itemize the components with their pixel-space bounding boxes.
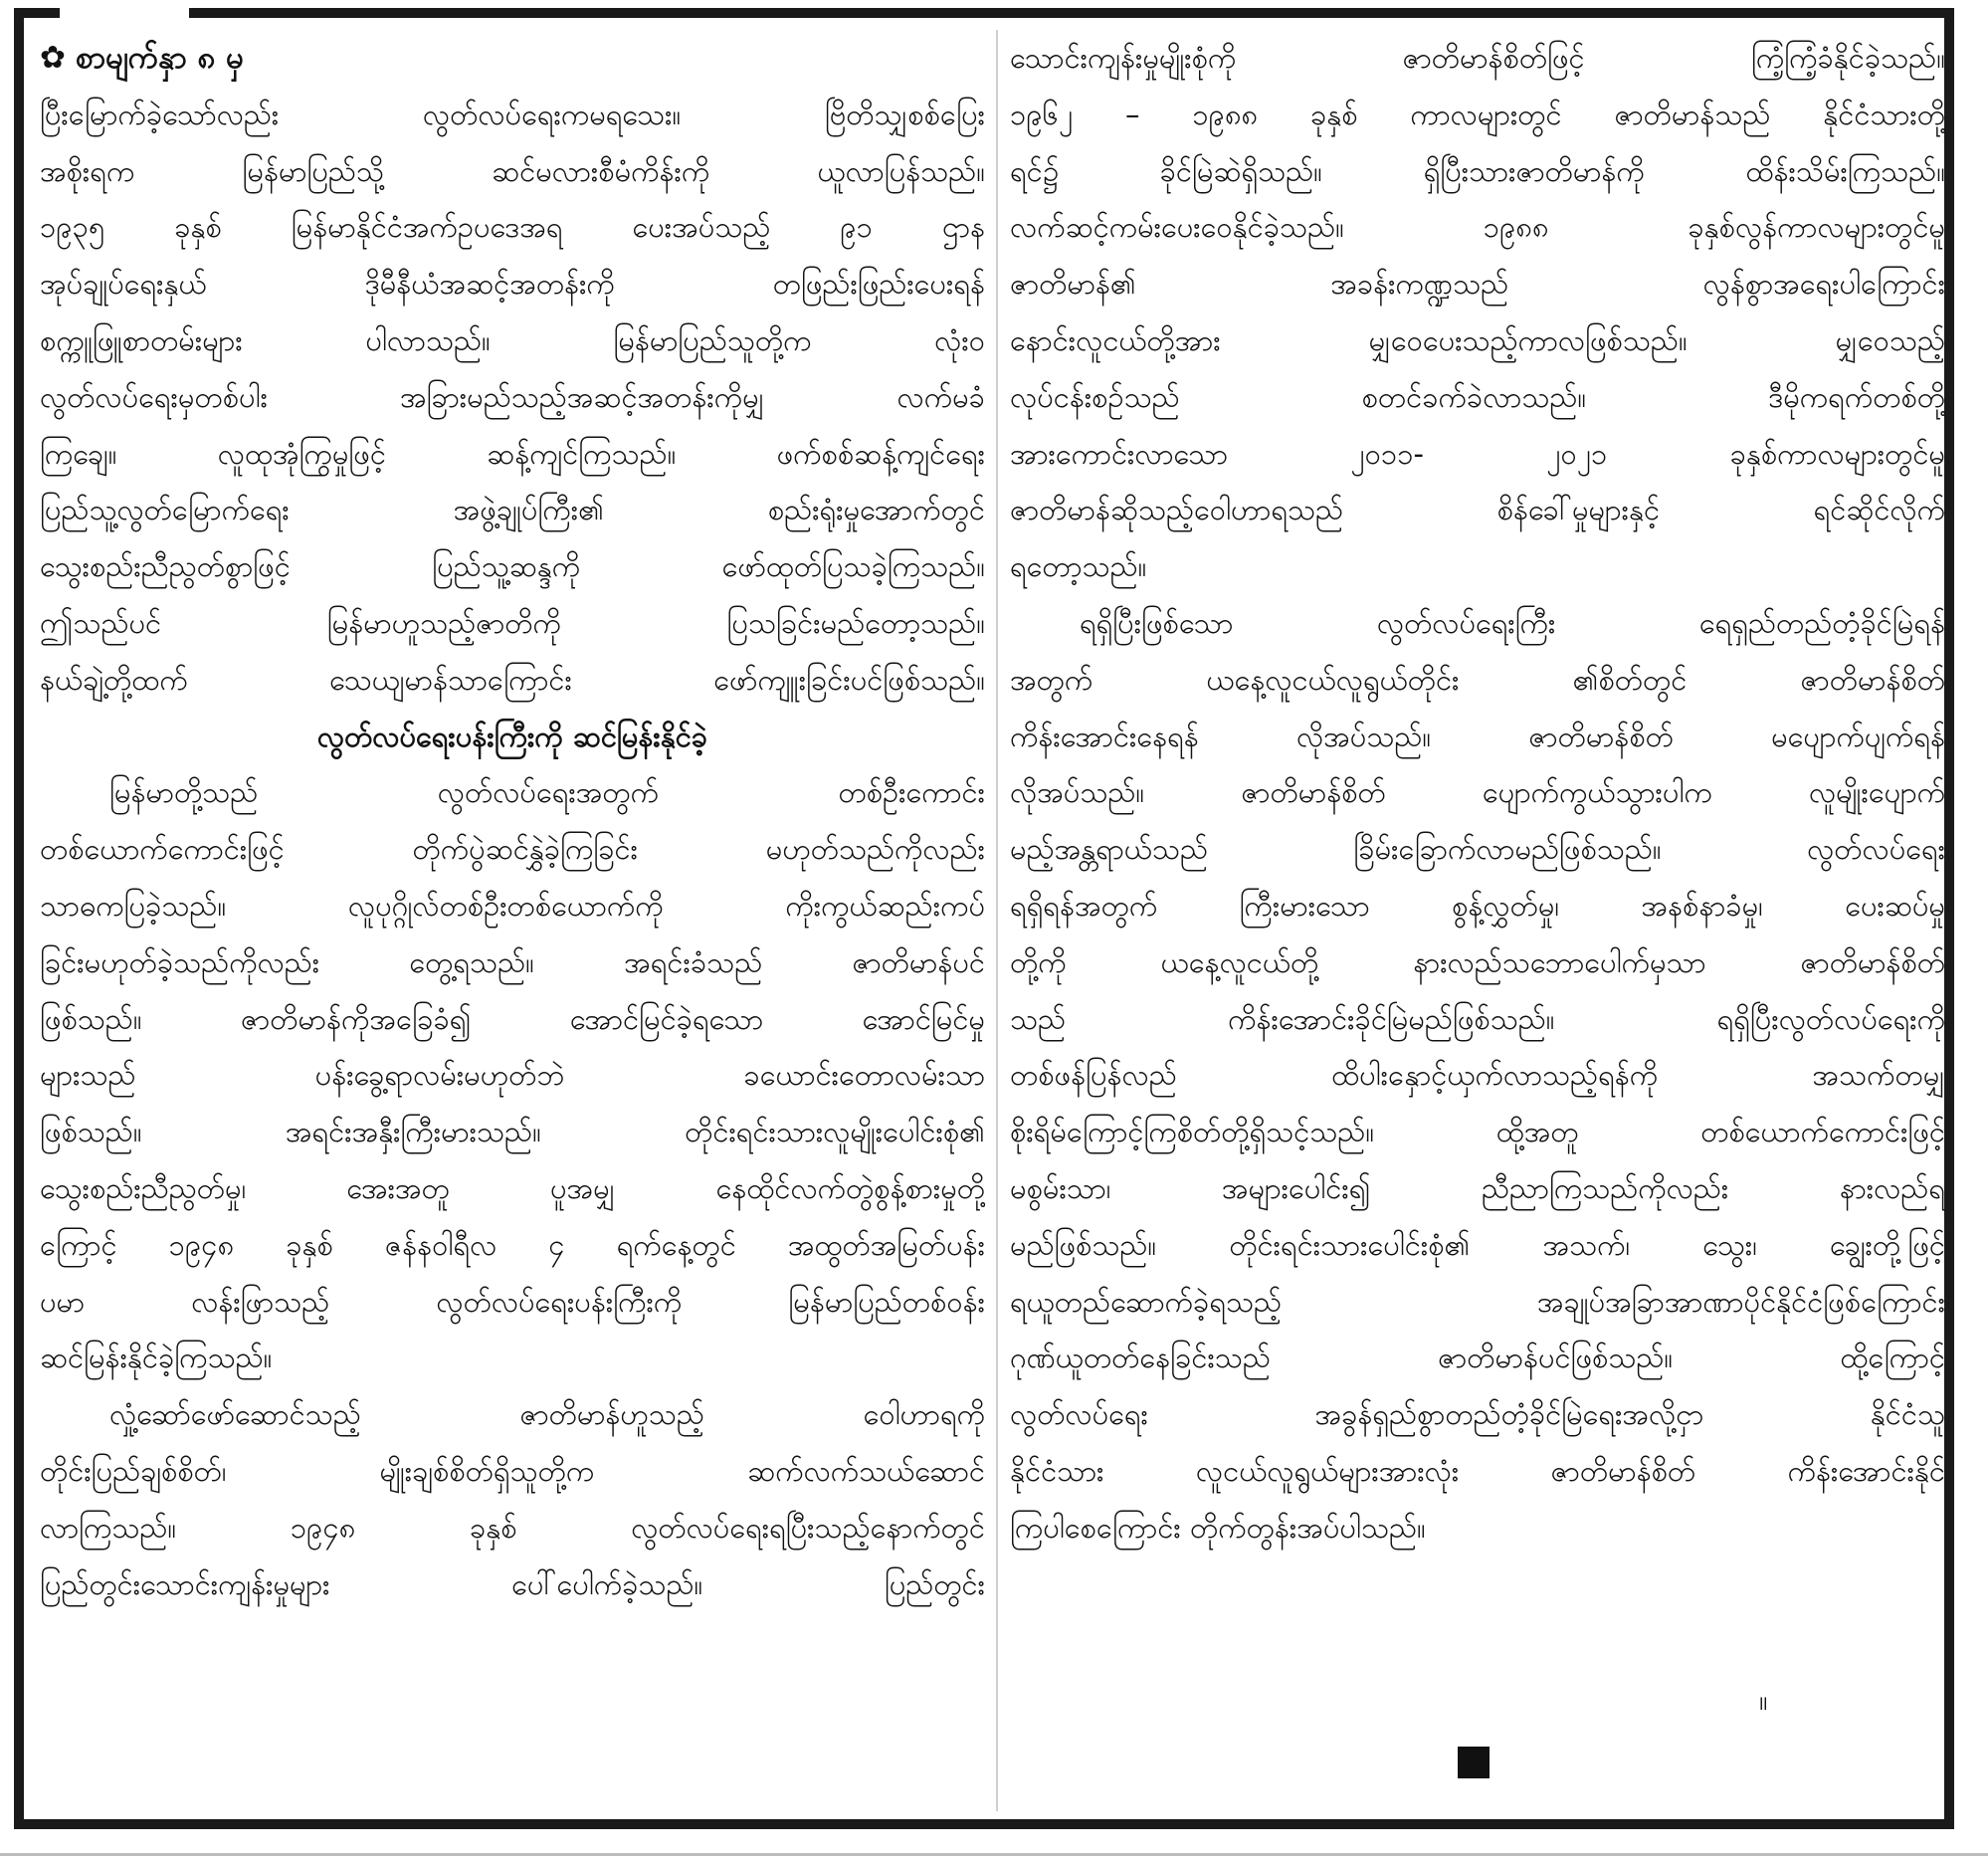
- text-line: ဂုဏ်ယူတတ်နေခြင်းသည် ဇာတိမာန်ပင်ဖြစ်သည်။ ထို့ကြောင့်: [1010, 1341, 1945, 1375]
- text-line: ၁၉၆၂ – ၁၉၈၈ ခုနှစ် ကာလများတွင် ဇာတိမာန်သည် နိုင်ငံသားတို့: [1010, 97, 1945, 131]
- text-line: ကြပါစေကြောင်း တိုက်တွန်းအပ်ပါသည်။: [1010, 1510, 1426, 1545]
- right-paragraph-1: [1010, 30, 1945, 595]
- text-line: လိုအပ်သည်။ ဇာတိမာန်စိတ် ပျောက်ကွယ်သွားပါက လူမျိုးပျောက်: [1010, 775, 1945, 810]
- flower-icon: ✿: [40, 40, 66, 76]
- text-line: ဤသည်ပင် မြန်မာဟူသည့်ဇာတိကို ပြသခြင်းမည်တော့သည်။: [40, 605, 985, 640]
- text-line: ရရှိပြီးဖြစ်သော လွတ်လပ်ရေးကြီး ရေရှည်တည်တံ့ခိုင်မြဲရန်: [1080, 605, 1945, 640]
- text-line: ပြည်သူ့လွတ်မြောက်ရေး အဖွဲ့ချုပ်ကြီး၏ စည်းရုံးမှုအောက်တွင်: [40, 493, 985, 527]
- text-line: ရယူတည်ဆောက်ခဲ့ရသည့် အချုပ်အခြာအာဏာပိုင်နိုင်ငံဖြစ်ကြောင်း: [1010, 1284, 1945, 1319]
- right-column: [1010, 30, 1945, 1811]
- right-paragraph-2: [1010, 595, 1945, 1556]
- text-line: အစိုးရက မြန်မာပြည်သို့ ဆင်မလားစီမံကိန်းကို ယူလာပြန်သည်။: [40, 153, 985, 188]
- text-line: လှုံ့ဆော်ဖော်ဆောင်သည့် ဇာတိမာန်ဟူသည့် ဝေါဟာရကို: [109, 1397, 985, 1432]
- text-line: ၁၉၃၅ ခုနှစ် မြန်မာနိုင်ငံအက်ဥပဒေအရ ပေးအပ်သည့် ၉၁ ဌာန: [40, 210, 985, 245]
- continued-from-text: စာမျက်နှာ ၈ မှ: [76, 40, 244, 76]
- text-line: ကြချေ။ လူထုအုံကြွမှုဖြင့် ဆန့်ကျင်ကြသည်။ ဖက်စစ်ဆန့်ကျင်ရေး: [40, 436, 985, 471]
- left-paragraph-3: [40, 1386, 985, 1612]
- text-line: လက်ဆင့်ကမ်းပေးဝေနိုင်ခဲ့သည်။ ၁၉၈၈ ခုနှစ်လွန်ကာလများတွင်မူ: [1010, 210, 1945, 245]
- text-line: တို့ကို ယနေ့လူငယ်တို့ နားလည်သဘောပေါက်မှသာ ဇာတိမာန်စိတ်: [1010, 944, 1945, 979]
- text-line: တိုင်းပြည်ချစ်စိတ်၊ မျိုးချစ်စိတ်ရှိသူတို့က ဆက်လက်သယ်ဆောင်: [40, 1453, 985, 1488]
- text-line: နိုင်ငံသား လူငယ်လူရွယ်များအားလုံး ဇာတိမာန်စိတ် ကိန်းအောင်းနိုင်: [1010, 1453, 1945, 1488]
- text-line: တစ်ဖန်ပြန်လည် ထိပါးနှောင့်ယှက်လာသည့်ရန်ကို အသက်တမျှ: [1010, 1058, 1945, 1093]
- text-line: မည့်အန္တရာယ်သည် ခြိမ်းခြောက်လာမည်ဖြစ်သည်။ လွတ်လပ်ရေး: [1010, 832, 1945, 867]
- left-paragraph-2: [40, 764, 985, 1386]
- text-line: ရင်၌ ခိုင်မြဲဆဲရှိသည်။ ရှိပြီးသားဇာတိမာန်ကို ထိန်းသိမ်းကြသည်။: [1010, 153, 1945, 188]
- text-line: ပြည်တွင်းသောင်းကျန်းမှုများ ပေါ်ပေါက်ခဲ့သည်။ ပြည်တွင်း: [40, 1566, 985, 1601]
- section-mark: ။: [1759, 1683, 1768, 1717]
- text-line: သည် ကိန်းအောင်းခိုင်မြဲမည်ဖြစ်သည်။ ရရှိပြီးလွတ်လပ်ရေးကို: [1010, 1001, 1945, 1036]
- text-line: နောင်းလူငယ်တို့အား မျှဝေပေးသည့်ကာလဖြစ်သည်။ မျှဝေသည့်: [1010, 322, 1945, 357]
- text-line: မစွမ်းသာ၊ အများပေါင်း၍ ညီညာကြသည်ကိုလည်း နားလည်ရ: [1010, 1170, 1945, 1205]
- text-line: မြန်မာတို့သည် လွတ်လပ်ရေးအတွက် တစ်ဦးကောင်း: [109, 775, 985, 810]
- text-line: သွေးစည်းညီညွတ်မှု၊ အေးအတူ ပူအမျှ နေထိုင်လက်တွဲစွန့်စားမှုတို့: [40, 1170, 985, 1205]
- text-line: ရရှိရန်အတွက် ကြီးမားသော စွန့်လွှတ်မှု၊ အနစ်နာခံမှု၊ ပေးဆပ်မှု: [1010, 888, 1945, 923]
- text-line: လွတ်လပ်ရေး အခွန်ရှည်စွာတည်တံ့ခိုင်မြဲရေးအလို့ငှာ နိုင်ငံသူ: [1010, 1397, 1945, 1432]
- text-line: ဇာတိမာန်၏ အခန်းကဏ္ဍသည် လွန်စွာအရေးပါကြောင်း: [1010, 267, 1945, 302]
- text-line: ပြီးမြောက်ခဲ့သော်လည်း လွတ်လပ်ရေးကမရသေး။ ဗြိတိသျှစစ်ပြေး: [40, 97, 985, 131]
- text-line: မည်ဖြစ်သည်။ တိုင်းရင်းသားပေါင်းစုံ၏ အသက်၊ သွေး၊ ချွေးတို့ဖြင့်: [1010, 1227, 1945, 1262]
- end-of-article-mark: [1458, 1747, 1490, 1778]
- text-line: ဆင်မြန်းနိုင်ခဲ့ကြသည်။: [40, 1341, 273, 1375]
- text-line: သွေးစည်းညီညွတ်စွာဖြင့် ပြည်သူ့ဆန္ဒကို ဖော်ထုတ်ပြသခဲ့ကြသည်။: [40, 549, 985, 584]
- text-line: လုပ်ငန်းစဉ်သည် စတင်ခက်ခဲလာသည်။ ဒီမိုကရက်တစ်တို့: [1010, 379, 1945, 414]
- text-line: ဖြစ်သည်။ အရင်းအနှီးကြီးမားသည်။ တိုင်းရင်းသားလူမျိုးပေါင်းစုံ၏: [40, 1115, 985, 1149]
- left-column: [40, 30, 985, 1811]
- text-line: စက္ကူဖြူစာတမ်းများ ပါလာသည်။ မြန်မာပြည်သူတို့က လုံးဝ: [40, 322, 985, 357]
- continued-from-label: [40, 30, 985, 87]
- text-line: ဖြစ်သည်။ ဇာတိမာန်ကိုအခြေခံ၍ အောင်မြင်ခဲ့ရသော အောင်မြင်မှု: [40, 1001, 985, 1036]
- text-line: ခြင်းမဟုတ်ခဲ့သည်ကိုလည်း တွေ့ရသည်။ အရင်းခံသည် ဇာတိမာန်ပင်: [40, 944, 985, 979]
- text-line: ဇာတိမာန်ဆိုသည့်ဝေါဟာရသည် စိန်ခေါ်မှုများနှင့် ရင်ဆိုင်လိုက်: [1010, 493, 1945, 527]
- text-line: လွတ်လပ်ရေးမှတစ်ပါး အခြားမည်သည့်အဆင့်အတန်းကိုမျှ လက်မခံ: [40, 379, 985, 414]
- frame-tab-gap: [60, 0, 189, 22]
- text-line: စိုးရိမ်ကြောင့်ကြစိတ်တို့ရှိသင့်သည်။ ထို့အတူ တစ်ယောက်ကောင်းဖြင့်: [1010, 1115, 1945, 1149]
- text-line: ရတော့သည်။: [1010, 549, 1147, 584]
- text-line: ပမာ လန်းဖြာသည့် လွတ်လပ်ရေးပန်းကြီးကို မြန်မာပြည်တစ်ဝန်း: [40, 1284, 985, 1319]
- text-line: ကိန်းအောင်းနေရန် လိုအပ်သည်။ ဇာတိမာန်စိတ် မပျောက်ပျက်ရန်: [1010, 719, 1945, 753]
- bottom-rule: [0, 1853, 1988, 1856]
- section-subheading: လွတ်လပ်ရေးပန်းကြီးကို ဆင်မြန်းနိုင်ခဲ့: [316, 719, 708, 753]
- left-paragraph-1: [40, 87, 985, 709]
- text-line: ကြောင့် ၁၉၄၈ ခုနှစ် ဇန်နဝါရီလ ၄ ရက်နေ့တွင် အထွတ်အမြတ်ပန်း: [40, 1227, 985, 1262]
- text-line: အတွက် ယနေ့လူငယ်လူရွယ်တိုင်း ၏စိတ်တွင် ဇာတိမာန်စိတ်: [1010, 662, 1945, 697]
- column-divider: [996, 30, 998, 1811]
- text-line: သာဓကပြခဲ့သည်။ လူပုဂ္ဂိုလ်တစ်ဦးတစ်ယောက်ကို ကိုးကွယ်ဆည်းကပ်: [40, 888, 985, 923]
- text-line: တစ်ယောက်ကောင်းဖြင့် တိုက်ပွဲဆင်နွှဲခဲ့ကြခြင်း မဟုတ်သည်ကိုလည်း: [40, 832, 985, 867]
- text-line: သောင်းကျန်းမှုမျိုးစုံကို ဇာတိမာန်စိတ်ဖြင့် ကြံ့ကြံ့ခံနိုင်ခဲ့သည်။: [1010, 41, 1945, 75]
- text-line: နယ်ချဲ့တို့ထက် သေယျမာန်သာကြောင်း ဖော်ကျူးခြင်းပင်ဖြစ်သည်။: [40, 662, 985, 697]
- text-line: အုပ်ချုပ်ရေးနှယ် ဒိုမီနီယံအဆင့်အတန်းကို တဖြည်းဖြည်းပေးရန်: [40, 267, 985, 302]
- text-line: အားကောင်းလာသော ၂၀၁၁- ၂၀၂၁ ခုနှစ်ကာလများတွင်မူ: [1010, 436, 1945, 471]
- text-line: လာကြသည်။ ၁၉၄၈ ခုနှစ် လွတ်လပ်ရေးရပြီးသည့်နောက်တွင်: [40, 1510, 985, 1545]
- text-line: များသည် ပန်းခွေ့ရာလမ်းမဟုတ်ဘဲ ခယောင်းတောလမ်းသာ: [40, 1058, 985, 1093]
